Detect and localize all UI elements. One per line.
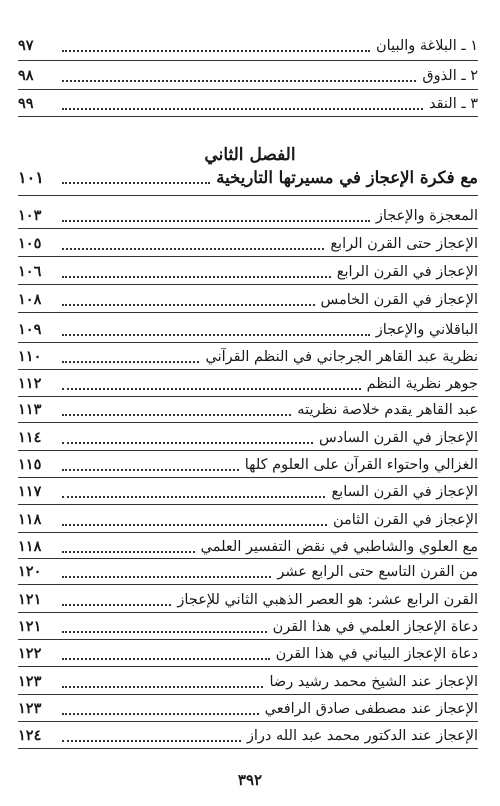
row-divider	[18, 666, 478, 667]
leader-dots	[62, 107, 423, 110]
toc-entry-title: جوهر نظرية النظم	[366, 376, 478, 392]
toc-entry-title: الإعجاز عند الشيخ محمد رشيد رضا	[269, 674, 478, 690]
toc-entry	[18, 453, 478, 477]
toc-entry-title: الغزالي واحتواء القرآن على العلوم كلها	[244, 457, 478, 473]
toc-entry-title: الباقلاني والإعجاز	[375, 322, 478, 338]
leader-dots	[62, 441, 313, 444]
toc-entry-title: الإعجاز في القرن السادس	[319, 430, 478, 446]
toc-entry-page: ١١٢	[18, 375, 42, 392]
row-divider	[18, 558, 478, 559]
leader-dots	[62, 630, 267, 633]
toc-entry-title: الإعجاز في القرن الثامن	[332, 512, 478, 528]
toc-entry-title: مع العلوي والشاطبي في نقض التفسير العلمي	[200, 539, 478, 555]
toc-entry-page: ١١٨	[18, 538, 42, 555]
leader-dots	[62, 79, 416, 82]
toc-entry-page: ١٢٣	[18, 673, 42, 690]
leader-dots	[62, 712, 259, 715]
toc-entry	[18, 642, 478, 666]
row-divider	[18, 116, 478, 117]
toc-entry	[18, 426, 478, 450]
toc-entry-title: الإعجاز عند مصطفى صادق الرافعي	[264, 701, 478, 717]
toc-entry-page: ١٢٢	[18, 645, 42, 662]
toc-entry-page: ١٢١	[18, 591, 42, 608]
row-divider	[18, 60, 478, 61]
leader-dots	[62, 360, 199, 363]
toc-entry-page: ١١٠	[18, 348, 42, 365]
chapter-label: الفصل الثاني	[204, 145, 296, 165]
row-divider	[18, 369, 478, 370]
toc-entry-title: الإعجاز في القرن الخامس	[320, 292, 478, 308]
row-divider	[18, 532, 478, 533]
page-number: ٣٩٢	[237, 771, 263, 789]
row-divider	[18, 450, 478, 451]
chapter-page: ١٠١	[18, 168, 44, 187]
toc-entry	[18, 480, 478, 504]
leader-dots	[62, 247, 324, 250]
leader-dots	[62, 468, 239, 471]
toc-entry-title: ١ ـ البلاغة والبيان	[376, 38, 478, 54]
toc-entry-title: نظرية عبد القاهر الجرجاني في النظم القرآني	[205, 349, 478, 365]
toc-entry	[18, 232, 478, 256]
leader-dots	[62, 495, 325, 498]
toc-entry-page: ٩٩	[18, 95, 34, 112]
row-divider	[18, 721, 478, 722]
toc-entry-title: القرن الرابع عشر: هو العصر الذهبي الثاني للإعجاز	[177, 592, 478, 608]
leader-dots	[62, 387, 361, 390]
toc-entry-page: ١٠٩	[18, 321, 42, 338]
leader-dots	[62, 523, 327, 526]
row-divider	[18, 396, 478, 397]
leader-dots	[62, 739, 241, 742]
row-divider	[18, 748, 478, 749]
row-divider	[18, 256, 478, 257]
toc-entry-title: من القرن التاسع حتى الرابع عشر	[277, 564, 478, 580]
toc-entry-page: ١٠٨	[18, 291, 42, 308]
row-divider	[18, 694, 478, 695]
toc-entry	[18, 670, 478, 694]
toc-entry-title: دعاة الإعجاز العلمي في هذا القرن	[272, 619, 478, 635]
toc-entry-title: دعاة الإعجاز البياني في هذا القرن	[275, 646, 478, 662]
toc-entry-title: ٢ ـ الذوق	[422, 68, 478, 84]
row-divider	[18, 639, 478, 640]
toc-entry-page: ١١٤	[18, 429, 42, 446]
toc-entry	[18, 260, 478, 284]
toc-entry-page: ١١٣	[18, 401, 42, 418]
leader-dots	[62, 181, 210, 184]
toc-entry-page: ١٢١	[18, 618, 42, 635]
leader-dots	[62, 303, 315, 306]
toc-entry	[18, 588, 478, 612]
toc-entry	[18, 535, 478, 559]
row-divider	[18, 342, 478, 343]
leader-dots	[62, 333, 370, 336]
toc-entry-page: ١٠٥	[18, 235, 42, 252]
row-divider	[18, 422, 478, 423]
leader-dots	[62, 49, 370, 52]
toc-entry	[18, 288, 478, 312]
toc-entry	[18, 34, 478, 58]
toc-entry-title: الإعجاز في القرن السابع	[331, 484, 478, 500]
toc-entry-page: ١٢٤	[18, 727, 42, 744]
toc-entry-page: ١١٨	[18, 511, 42, 528]
toc-entry-page: ٩٧	[18, 37, 34, 54]
toc-entry-page: ١١٧	[18, 483, 42, 500]
toc-entry-page: ١٠٣	[18, 207, 42, 224]
toc-entry	[18, 345, 478, 369]
toc-entry-title: المعجزة والإعجاز	[375, 208, 478, 224]
toc-entry	[18, 398, 478, 422]
toc-entry-title: الإعجاز في القرن الرابع	[336, 264, 478, 280]
toc-entry	[18, 560, 478, 584]
toc-entry	[18, 92, 478, 116]
chapter-entry	[18, 166, 478, 190]
toc-entry-page: ١٠٦	[18, 263, 42, 280]
toc-entry	[18, 724, 478, 748]
row-divider	[18, 312, 478, 313]
toc-entry	[18, 508, 478, 532]
leader-dots	[62, 219, 370, 222]
toc-entry-title: الإعجاز حتى القرن الرابع	[330, 236, 478, 252]
row-divider	[18, 504, 478, 505]
row-divider	[18, 195, 478, 196]
leader-dots	[62, 685, 263, 688]
leader-dots	[62, 550, 195, 553]
toc-entry	[18, 318, 478, 342]
row-divider	[18, 228, 478, 229]
toc-entry	[18, 204, 478, 228]
row-divider	[18, 584, 478, 585]
toc-entry-title: ٣ ـ النقد	[428, 96, 478, 112]
row-divider	[18, 612, 478, 613]
toc-entry	[18, 615, 478, 639]
toc-entry	[18, 64, 478, 88]
toc-entry-page: ٩٨	[18, 67, 34, 84]
leader-dots	[62, 657, 270, 660]
leader-dots	[62, 575, 271, 578]
leader-dots	[62, 603, 171, 606]
row-divider	[18, 477, 478, 478]
toc-entry-page: ١٢٣	[18, 700, 42, 717]
toc-entry-page: ١١٥	[18, 456, 42, 473]
chapter-title: مع فكرة الإعجاز في مسيرتها التاريخية	[216, 168, 478, 187]
leader-dots	[62, 413, 291, 416]
leader-dots	[62, 275, 331, 278]
toc-entry	[18, 372, 478, 396]
row-divider	[18, 284, 478, 285]
toc-entry	[18, 697, 478, 721]
toc-entry-title: الإعجاز عند الدكتور محمد عبد الله دراز	[246, 728, 478, 744]
toc-entry-title: عبد القاهر يقدم خلاصة نظريته	[297, 402, 478, 418]
toc-entry-page: ١٢٠	[18, 563, 42, 580]
row-divider	[18, 89, 478, 90]
